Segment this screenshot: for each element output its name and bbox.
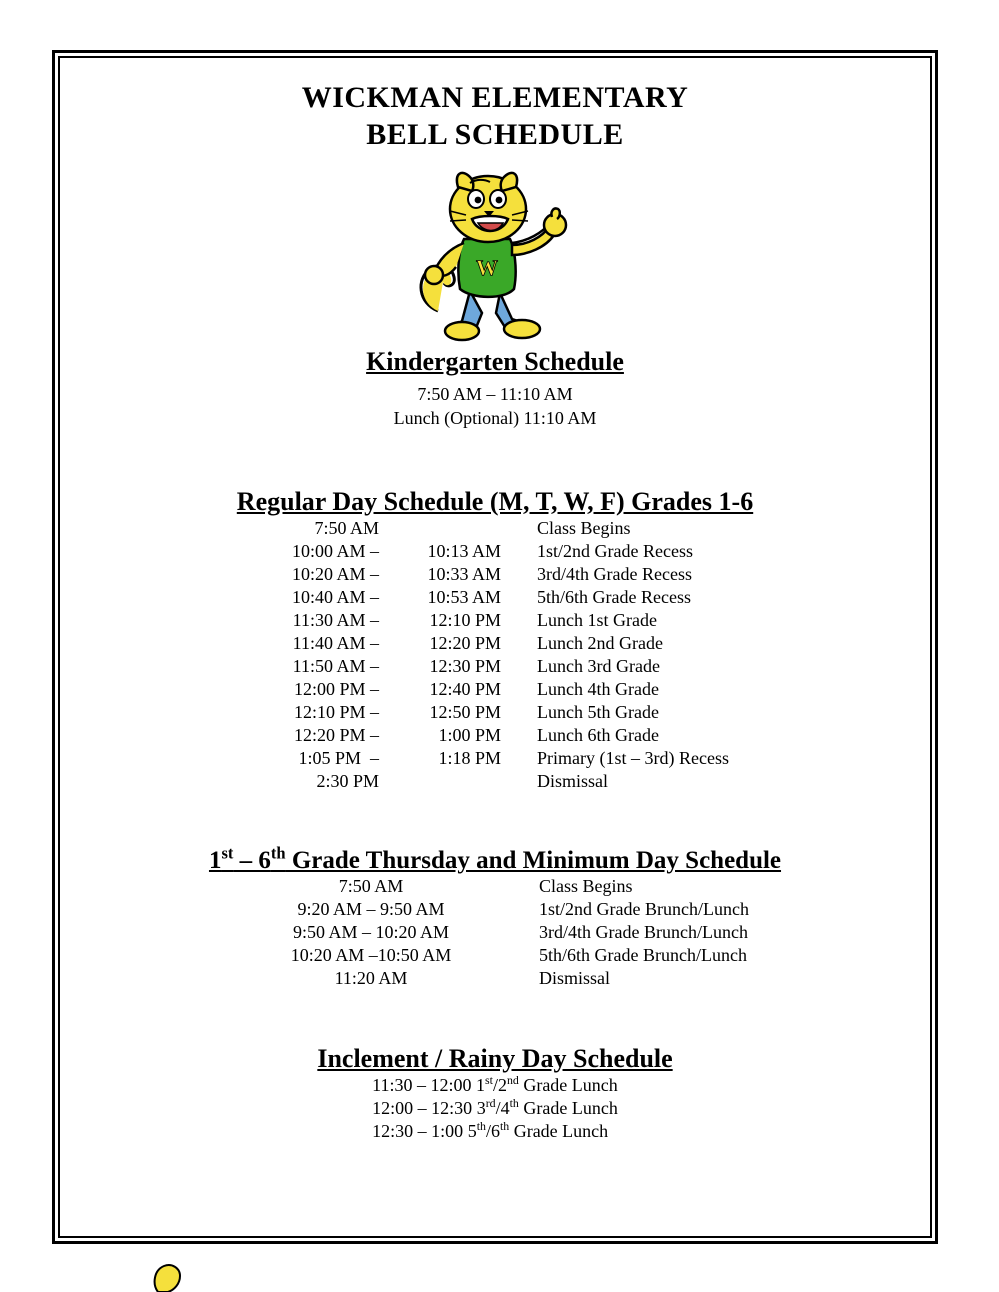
table-row <box>261 655 729 678</box>
page-edge-artifact <box>150 1258 190 1292</box>
schedule-label: Dismissal <box>539 967 611 988</box>
schedule-end-time: 1:00 PM <box>438 724 502 745</box>
rainy-grade-b: 4 <box>500 1097 510 1118</box>
schedule-start-time: 11:50 AM – <box>292 655 380 676</box>
table-row <box>261 609 729 632</box>
rainy-time-range: 12:00 – 12:30 <box>372 1097 477 1118</box>
schedule-end-time <box>379 770 501 793</box>
schedule-start-time: 2:30 PM <box>316 770 380 791</box>
table-row <box>261 678 729 701</box>
schedule-label: Lunch 6th Grade <box>537 724 659 745</box>
schedule-start-time: 12:10 PM – <box>293 701 380 722</box>
schedule-end-time: 12:50 PM <box>429 701 502 722</box>
title-line-2: BELL SCHEDULE <box>366 117 624 151</box>
svg-text:W: W <box>476 255 498 281</box>
schedule-time: 7:50 AM <box>338 875 404 896</box>
table-row <box>372 1097 618 1120</box>
schedule-label: 1st/2nd Grade Recess <box>537 540 693 561</box>
table-row <box>241 921 749 944</box>
heading-kindergarten-schedule: Kindergarten Schedule <box>366 347 624 377</box>
thursday-heading-mid: – 6 <box>233 846 271 874</box>
rainy-grade-a: 1 <box>476 1074 486 1095</box>
schedule-label: 3rd/4th Grade Brunch/Lunch <box>539 921 748 942</box>
rainy-grade-separator: / <box>485 1120 491 1141</box>
thursday-minimum-day-schedule-table <box>241 875 749 990</box>
table-row <box>261 632 729 655</box>
schedule-time: 9:50 AM – 10:20 AM <box>293 921 450 942</box>
schedule-end-time: 12:10 PM <box>429 609 502 630</box>
schedule-start-time: 10:40 AM – <box>292 586 380 607</box>
schedule-label: 5th/6th Grade Recess <box>537 586 691 607</box>
table-row <box>372 1120 618 1143</box>
table-row <box>261 540 729 563</box>
table-row <box>261 724 729 747</box>
schedule-label: 5th/6th Grade Brunch/Lunch <box>539 944 747 965</box>
table-row <box>241 898 749 921</box>
schedule-label: Dismissal <box>537 770 609 791</box>
title-line-1: WICKMAN ELEMENTARY <box>301 81 689 114</box>
rainy-schedule-line <box>372 1074 618 1097</box>
schedule-label: Class Begins <box>537 517 631 538</box>
schedule-end-time: 10:13 AM <box>427 540 502 561</box>
rainy-grade-b-suffix: nd <box>506 1072 519 1087</box>
rainy-line-tail: Grade Lunch <box>518 1074 618 1095</box>
schedule-label: Lunch 2nd Grade <box>537 632 663 653</box>
rainy-grade-b-suffix: th <box>509 1095 519 1110</box>
schedule-label: Class Begins <box>539 875 633 896</box>
schedule-end-time: 1:18 PM <box>438 747 502 768</box>
rainy-schedule-line <box>372 1120 618 1143</box>
schedule-start-time: 10:20 AM – <box>292 563 380 584</box>
schedule-label: Primary (1st – 3rd) Recess <box>537 747 729 768</box>
schedule-start-time: 12:00 PM – <box>293 678 380 699</box>
thursday-heading-prefix: 1 <box>208 846 222 874</box>
rainy-grade-separator: / <box>492 1074 498 1095</box>
rainy-grade-b: 6 <box>490 1120 500 1141</box>
table-row <box>261 747 729 770</box>
table-row <box>261 563 729 586</box>
rainy-day-schedule-table <box>372 1074 618 1143</box>
table-row <box>261 701 729 724</box>
schedule-end-time: 12:20 PM <box>429 632 502 653</box>
schedule-end-time: 12:40 PM <box>429 678 502 699</box>
rainy-grade-separator: / <box>495 1097 501 1118</box>
kindergarten-times <box>62 383 928 431</box>
rainy-grade-a-suffix: th <box>476 1118 486 1133</box>
schedule-start-time: 10:00 AM – <box>292 540 380 561</box>
schedule-start-time: 11:40 AM – <box>292 632 380 653</box>
schedule-time: 9:20 AM – 9:50 AM <box>297 898 445 919</box>
rainy-grade-b: 2 <box>497 1074 507 1095</box>
schedule-time: 10:20 AM –10:50 AM <box>290 944 452 965</box>
rainy-line-tail: Grade Lunch <box>509 1120 609 1141</box>
regular-day-schedule-table <box>261 517 729 793</box>
schedule-label: Lunch 3rd Grade <box>537 655 660 676</box>
schedule-end-time: 10:53 AM <box>427 586 502 607</box>
rainy-grade-a: 5 <box>467 1120 477 1141</box>
wildcat-mascot-icon <box>400 163 590 349</box>
rainy-grade-a-suffix: st <box>485 1072 493 1087</box>
heading-inclement-rainy-day-schedule: Inclement / Rainy Day Schedule <box>317 1043 673 1073</box>
rainy-grade-a: 3 <box>476 1097 486 1118</box>
table-row <box>261 586 729 609</box>
schedule-end-time: 12:30 PM <box>429 655 502 676</box>
table-row <box>261 770 729 793</box>
rainy-grade-b-suffix: th <box>499 1118 510 1133</box>
schedule-time: 11:20 AM <box>334 967 408 988</box>
schedule-label: 1st/2nd Grade Brunch/Lunch <box>539 898 749 919</box>
schedule-label: Lunch 4th Grade <box>537 678 659 699</box>
thursday-heading-sup-1: st <box>221 843 234 863</box>
table-row <box>372 1074 618 1097</box>
rainy-time-range: 11:30 – 12:00 <box>372 1074 477 1095</box>
schedule-start-time: 1:05 PM – <box>298 747 380 768</box>
rainy-line-tail: Grade Lunch <box>518 1097 618 1118</box>
schedule-end-time <box>379 517 501 540</box>
heading-thursday-minimum-day-schedule <box>62 843 928 875</box>
table-row <box>241 967 749 990</box>
thursday-heading-sup-2: th <box>270 843 286 863</box>
schedule-start-time: 11:30 AM – <box>292 609 380 630</box>
schedule-label: Lunch 1st Grade <box>537 609 657 630</box>
rainy-time-range: 12:30 – 1:00 <box>372 1120 468 1141</box>
page-title <box>62 80 928 153</box>
mascot-illustration <box>62 161 928 351</box>
kindergarten-line-2: Lunch (Optional) 11:10 AM <box>393 407 597 428</box>
schedule-start-time: 12:20 PM – <box>293 724 380 745</box>
rainy-grade-a-suffix: rd <box>485 1095 496 1110</box>
schedule-label: Lunch 5th Grade <box>537 701 659 722</box>
rainy-schedule-line <box>372 1097 618 1120</box>
schedule-label: 3rd/4th Grade Recess <box>537 563 692 584</box>
heading-regular-day-schedule: Regular Day Schedule (M, T, W, F) Grades 1-6 <box>236 486 754 516</box>
schedule-end-time: 10:33 AM <box>427 563 502 584</box>
table-row <box>241 944 749 967</box>
thursday-heading-suffix: Grade Thursday and Minimum Day Schedule <box>285 846 782 874</box>
document-content <box>62 60 928 1234</box>
table-row <box>241 875 749 898</box>
schedule-start-time: 7:50 AM <box>314 517 380 538</box>
table-row <box>261 517 729 540</box>
kindergarten-line-1: 7:50 AM – 11:10 AM <box>417 384 573 405</box>
